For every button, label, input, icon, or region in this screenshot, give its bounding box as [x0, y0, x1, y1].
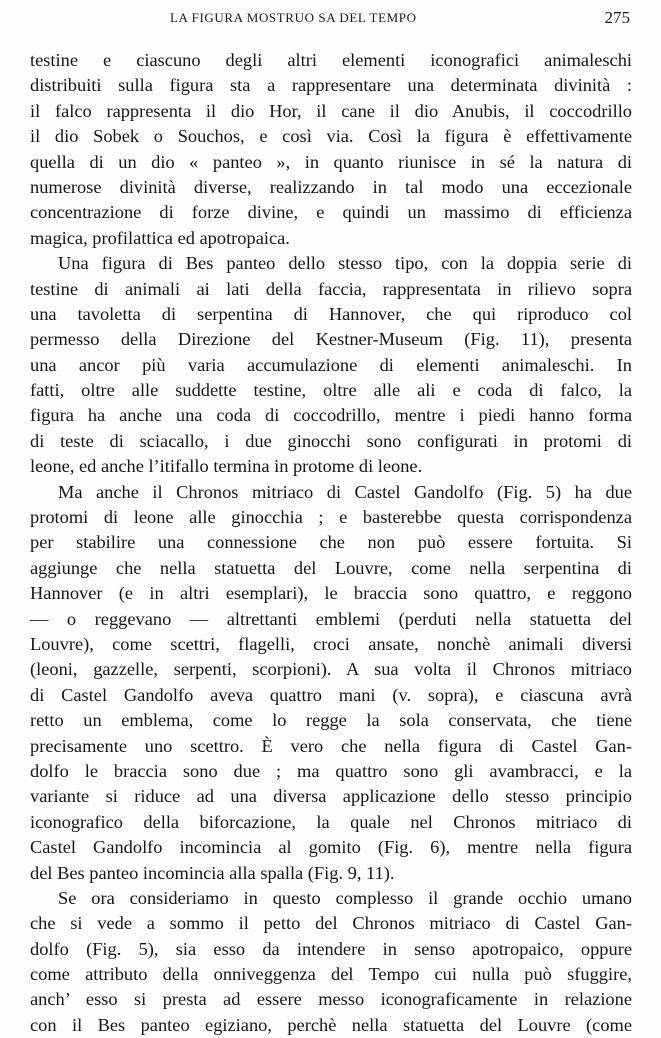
text-line: con il Bes panteo egiziano, perchè nella statuetta del Louvre (come: [30, 1014, 632, 1035]
page-number: 275: [604, 8, 630, 27]
text-line: retto un emblema, come lo regge la sola conservata, che tiene: [30, 710, 632, 731]
text-line: come attributo della onniveggenza del Tempo cui nulla può sfuggire,: [30, 964, 632, 985]
text-line: variante si riduce ad una diversa applicazione dello stesso principio: [30, 786, 632, 807]
text-line: anch’ esso si presta ad essere messo iconograficamente in relazione: [30, 989, 632, 1010]
running-head: [30, 8, 630, 30]
text-line: permesso della Direzione del Kestner-Museum (Fig. 11), presenta: [30, 329, 632, 350]
text-line: quella di un dio « panteo », in quanto riunisce in sé la natura di: [30, 151, 632, 172]
text-line: di Castel Gandolfo aveva quattro mani (v. sopra), e ciascuna avrà: [30, 684, 632, 705]
text-line: (leoni, gazzelle, serpenti, scorpioni). A sua volta il Chronos mitriaco: [30, 659, 632, 680]
text-line: magica, profilattica ed apotropaica.: [30, 227, 290, 248]
paragraph: [30, 886, 632, 1038]
text-line: iconografico della biforcazione, la quale nel Chronos mitriaco di: [30, 811, 632, 832]
paragraph: [30, 48, 632, 251]
text-line: il falco rappresenta il dio Hor, il cane il dio Anubis, il coccodrillo: [30, 100, 632, 121]
text-line: concentrazione di forze divine, e quindi un massimo di efficienza: [30, 202, 632, 223]
text-line: una ancor più varia accumulazione di elementi animaleschi. In: [30, 354, 632, 375]
text-line: — o reggevano — altrettanti emblemi (perduti nella statuetta del: [30, 608, 632, 629]
text-line: per stabilire una connessione che non può essere fortuita. Si: [30, 532, 632, 553]
text-line: distribuiti sulla figura sta a rappresentare una determinata divinità :: [30, 75, 632, 96]
text-line: testine e ciascuno degli altri elementi iconografici animaleschi: [30, 50, 632, 70]
text-line: testine di animali ai lati della faccia, rappresentata in rilievo sopra: [30, 278, 632, 299]
text-line: numerose divinità diverse, realizzando in tal modo una eccezionale: [30, 176, 632, 197]
text-line: del Bes panteo incomincia alla spalla (Fig. 9, 11).: [30, 862, 395, 883]
text-line: dolfo (Fig. 5), sia esso da intendere in senso apotropaico, oppure: [30, 938, 632, 959]
paragraph: [30, 480, 632, 886]
text-line: una tavoletta di serpentina di Hannover, che qui riproduco col: [30, 303, 632, 324]
text-line: di teste di sciacallo, i due ginocchi sono configurati in protomi di: [30, 430, 632, 451]
running-title: LA FIGURA MOSTRUO SA DEL TEMPO: [170, 10, 417, 25]
text-line: Ma anche il Chronos mitriaco di Castel Gandolfo (Fig. 5) ha due: [58, 481, 632, 502]
text-line: Louvre), come scettri, flagelli, croci ansate, nonchè animali diversi: [30, 633, 632, 654]
text-line: Se ora consideriamo in questo complesso il grande occhio umano: [58, 887, 632, 908]
text-line: il dio Sobek o Souchos, e così via. Così la figura è effettivamente: [30, 126, 632, 147]
text-line: figura ha anche una coda di coccodrillo, mentre i piedi hanno forma: [30, 405, 632, 426]
paragraph: [30, 251, 632, 480]
text-line: Castel Gandolfo incomincia al gomito (Fig. 6), mentre nella figura: [30, 837, 632, 858]
text-line: Hannover (e in altri esemplari), le braccia sono quattro, e reggono: [30, 583, 632, 604]
text-line: che si vede a sommo il petto del Chronos mitriaco di Castel Gan-: [30, 913, 632, 934]
text-line: protomi di leone alle ginocchia ; e basterebbe questa corrispondenza: [30, 507, 632, 528]
body-text: [30, 48, 632, 1038]
text-line: fatti, oltre alle suddette testine, oltre alle ali e coda di falco, la: [30, 380, 632, 401]
text-line: leone, ed anche l’itifallo termina in protome di leone.: [30, 456, 423, 477]
text-line: dolfo le braccia sono due ; ma quattro sono gli avambracci, e la: [30, 760, 632, 781]
text-line: aggiunge che nella statuetta del Louvre, come nella serpentina di: [30, 557, 632, 578]
text-line: precisamente uno scettro. È vero che nella figura di Castel Gan-: [30, 735, 632, 756]
text-line: Una figura di Bes panteo dello stesso tipo, con la doppia serie di: [58, 253, 632, 274]
